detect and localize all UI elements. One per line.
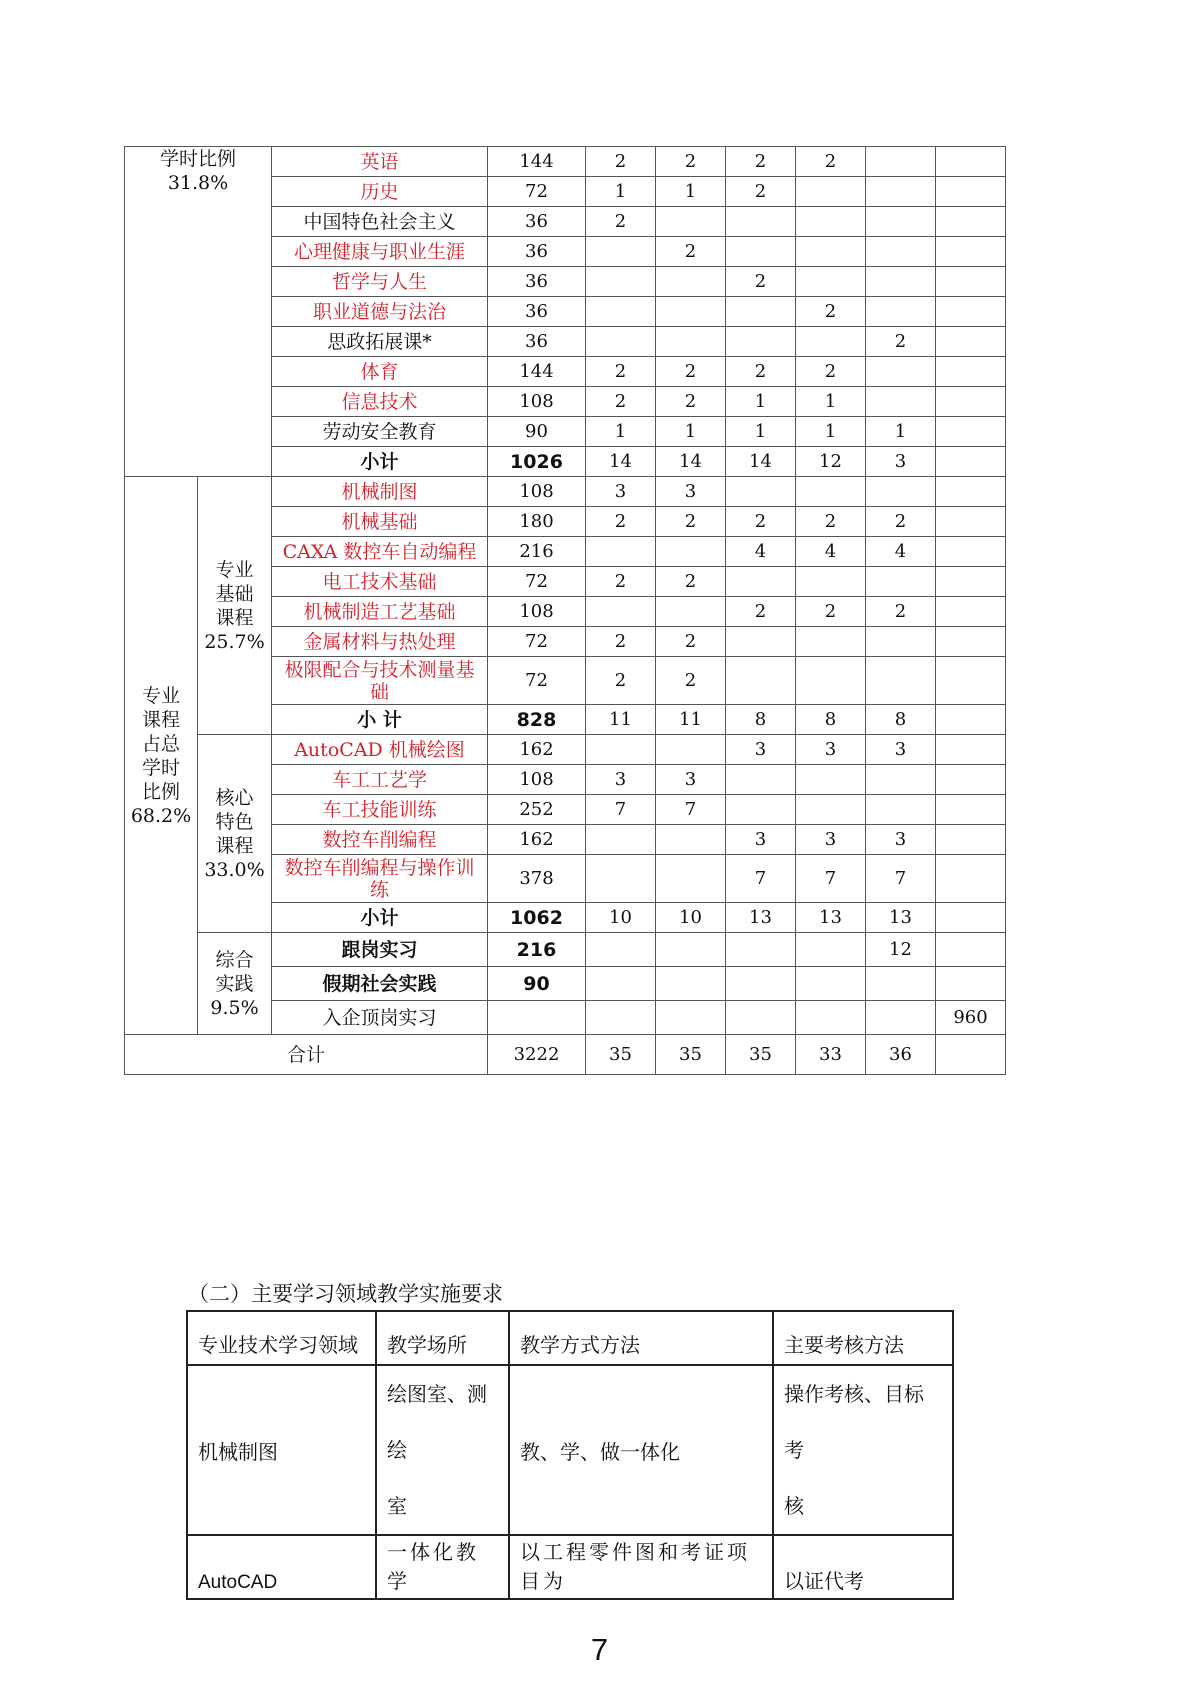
- hours-cell: 36: [488, 327, 586, 357]
- semester-hours-cell: [866, 657, 936, 705]
- semester-hours-cell: 3: [796, 825, 866, 855]
- course-name-cell: 小计: [272, 447, 488, 477]
- page-number: 7: [590, 1632, 609, 1667]
- semester-hours-cell: [866, 765, 936, 795]
- semester-hours-cell: 4: [866, 537, 936, 567]
- semester-hours-cell: [796, 177, 866, 207]
- course-name-cell: 小计: [272, 903, 488, 933]
- semester-hours-cell: 1: [796, 387, 866, 417]
- hours-cell: 36: [488, 297, 586, 327]
- course-name-cell: 历史: [272, 177, 488, 207]
- semester-hours-cell: [586, 327, 656, 357]
- semester-hours-cell: [866, 237, 936, 267]
- semester-hours-cell: [936, 477, 1006, 507]
- table-cell: 操作考核、目标考 核: [773, 1365, 953, 1535]
- semester-hours-cell: [936, 795, 1006, 825]
- semester-hours-cell: [796, 477, 866, 507]
- course-name-cell: 机械基础: [272, 507, 488, 537]
- table-row: [125, 147, 1006, 177]
- semester-hours-cell: [936, 207, 1006, 237]
- semester-hours-cell: [936, 567, 1006, 597]
- semester-hours-cell: [656, 933, 726, 967]
- hours-cell: 72: [488, 627, 586, 657]
- course-name-cell: 职业道德与法治: [272, 297, 488, 327]
- semester-hours-cell: 2: [866, 507, 936, 537]
- semester-hours-cell: 2: [586, 567, 656, 597]
- semester-hours-cell: [866, 627, 936, 657]
- hours-cell: 108: [488, 597, 586, 627]
- semester-hours-cell: [796, 627, 866, 657]
- semester-hours-cell: [936, 447, 1006, 477]
- course-name-cell: 入企顶岗实习: [272, 1001, 488, 1035]
- semester-hours-cell: 2: [796, 297, 866, 327]
- semester-hours-cell: [726, 765, 796, 795]
- group-cell: 综合 实践 9.5%: [198, 933, 272, 1035]
- group-cell: 核心 特色 课程 33.0%: [198, 735, 272, 933]
- table-row: [125, 735, 1006, 765]
- semester-hours-cell: 2: [656, 357, 726, 387]
- semester-hours-cell: [936, 627, 1006, 657]
- course-name-cell: 英语: [272, 147, 488, 177]
- semester-hours-cell: 1: [656, 177, 726, 207]
- semester-hours-cell: 1: [586, 177, 656, 207]
- semester-hours-cell: 960: [936, 1001, 1006, 1035]
- semester-hours-cell: [726, 477, 796, 507]
- semester-hours-cell: 2: [586, 627, 656, 657]
- semester-hours-cell: 2: [866, 327, 936, 357]
- course-name-cell: AutoCAD 机械绘图: [272, 735, 488, 765]
- hours-cell: 72: [488, 567, 586, 597]
- table-row: [125, 933, 1006, 967]
- hours-cell: 1026: [488, 447, 586, 477]
- semester-hours-cell: 35: [586, 1035, 656, 1075]
- hours-cell: 108: [488, 765, 586, 795]
- semester-hours-cell: 14: [656, 447, 726, 477]
- semester-hours-cell: 11: [586, 705, 656, 735]
- semester-hours-cell: 12: [796, 447, 866, 477]
- semester-hours-cell: [936, 357, 1006, 387]
- semester-hours-cell: [726, 207, 796, 237]
- hours-cell: 378: [488, 855, 586, 903]
- grand-total-row: [125, 1035, 1006, 1075]
- table-header-row: [187, 1311, 953, 1365]
- semester-hours-cell: 13: [866, 903, 936, 933]
- semester-hours-cell: [866, 297, 936, 327]
- semester-hours-cell: 2: [656, 657, 726, 705]
- semester-hours-cell: 8: [796, 705, 866, 735]
- course-name-cell: 数控车削编程: [272, 825, 488, 855]
- semester-hours-cell: 10: [586, 903, 656, 933]
- semester-hours-cell: [796, 327, 866, 357]
- hours-cell: 36: [488, 237, 586, 267]
- semester-hours-cell: 7: [586, 795, 656, 825]
- semester-hours-cell: [866, 147, 936, 177]
- table-cell: 机械制图: [187, 1365, 376, 1535]
- semester-hours-cell: [726, 657, 796, 705]
- semester-hours-cell: 10: [656, 903, 726, 933]
- column-header: 教学场所: [376, 1311, 509, 1365]
- semester-hours-cell: [586, 967, 656, 1001]
- semester-hours-cell: [726, 237, 796, 267]
- semester-hours-cell: 2: [796, 507, 866, 537]
- semester-hours-cell: 3: [586, 765, 656, 795]
- semester-hours-cell: 3: [866, 825, 936, 855]
- semester-hours-cell: 35: [726, 1035, 796, 1075]
- semester-hours-cell: [586, 735, 656, 765]
- semester-hours-cell: [586, 297, 656, 327]
- hours-cell: 144: [488, 147, 586, 177]
- semester-hours-cell: 2: [586, 507, 656, 537]
- semester-hours-cell: [656, 327, 726, 357]
- hours-cell: 180: [488, 507, 586, 537]
- semester-hours-cell: [936, 177, 1006, 207]
- semester-hours-cell: 3: [866, 447, 936, 477]
- semester-hours-cell: [866, 477, 936, 507]
- table-cell: 一体化教学: [376, 1535, 509, 1599]
- semester-hours-cell: 2: [726, 177, 796, 207]
- semester-hours-cell: [726, 967, 796, 1001]
- semester-hours-cell: 2: [796, 597, 866, 627]
- semester-hours-cell: [586, 237, 656, 267]
- semester-hours-cell: 11: [656, 705, 726, 735]
- hours-cell: 36: [488, 207, 586, 237]
- semester-hours-cell: 3: [866, 735, 936, 765]
- semester-hours-cell: [726, 795, 796, 825]
- semester-hours-cell: [936, 417, 1006, 447]
- semester-hours-cell: [866, 357, 936, 387]
- semester-hours-cell: [656, 537, 726, 567]
- semester-hours-cell: 7: [866, 855, 936, 903]
- course-name-cell: 金属材料与热处理: [272, 627, 488, 657]
- semester-hours-cell: [726, 627, 796, 657]
- semester-hours-cell: 2: [656, 387, 726, 417]
- hours-cell: 72: [488, 657, 586, 705]
- course-name-cell: 车工工艺学: [272, 765, 488, 795]
- semester-hours-cell: 2: [726, 507, 796, 537]
- column-header: 教学方式方法: [509, 1311, 773, 1365]
- semester-hours-cell: [586, 537, 656, 567]
- semester-hours-cell: [796, 567, 866, 597]
- semester-hours-cell: [936, 705, 1006, 735]
- course-name-cell: 机械制图: [272, 477, 488, 507]
- semester-hours-cell: [796, 967, 866, 1001]
- semester-hours-cell: [586, 1001, 656, 1035]
- course-name-cell: 信息技术: [272, 387, 488, 417]
- hours-cell: 162: [488, 825, 586, 855]
- table-row: [187, 1535, 953, 1599]
- semester-hours-cell: 35: [656, 1035, 726, 1075]
- column-header: 主要考核方法: [773, 1311, 953, 1365]
- category-cell: 学时比例 31.8%: [125, 147, 272, 477]
- semester-hours-cell: 2: [656, 567, 726, 597]
- semester-hours-cell: [866, 387, 936, 417]
- semester-hours-cell: 2: [586, 147, 656, 177]
- course-name-cell: 数控车削编程与操作训练: [272, 855, 488, 903]
- semester-hours-cell: [796, 237, 866, 267]
- course-name-cell: 心理健康与职业生涯: [272, 237, 488, 267]
- semester-hours-cell: 2: [586, 387, 656, 417]
- semester-hours-cell: [586, 597, 656, 627]
- semester-hours-cell: [936, 597, 1006, 627]
- semester-hours-cell: [656, 297, 726, 327]
- course-name-cell: 机械制造工艺基础: [272, 597, 488, 627]
- semester-hours-cell: 7: [796, 855, 866, 903]
- semester-hours-cell: [796, 1001, 866, 1035]
- teaching-requirements-table: [186, 1310, 954, 1600]
- semester-hours-cell: 13: [726, 903, 796, 933]
- semester-hours-cell: [936, 147, 1006, 177]
- category-cell: 专业 课程 占总 学时 比例 68.2%: [125, 477, 198, 1035]
- semester-hours-cell: 1: [586, 417, 656, 447]
- semester-hours-cell: [936, 855, 1006, 903]
- semester-hours-cell: 7: [656, 795, 726, 825]
- semester-hours-cell: 14: [586, 447, 656, 477]
- semester-hours-cell: [656, 1001, 726, 1035]
- semester-hours-cell: [586, 825, 656, 855]
- table-cell: AutoCAD: [187, 1535, 376, 1599]
- course-name-cell: 电工技术基础: [272, 567, 488, 597]
- semester-hours-cell: 1: [726, 387, 796, 417]
- hours-cell: [488, 1001, 586, 1035]
- semester-hours-cell: [866, 795, 936, 825]
- semester-hours-cell: [936, 387, 1006, 417]
- course-name-cell: 假期社会实践: [272, 967, 488, 1001]
- semester-hours-cell: [936, 327, 1006, 357]
- semester-hours-cell: 1: [796, 417, 866, 447]
- semester-hours-cell: 14: [726, 447, 796, 477]
- semester-hours-cell: 2: [586, 357, 656, 387]
- semester-hours-cell: 2: [586, 657, 656, 705]
- semester-hours-cell: 2: [726, 597, 796, 627]
- semester-hours-cell: [796, 657, 866, 705]
- semester-hours-cell: [936, 537, 1006, 567]
- semester-hours-cell: [936, 507, 1006, 537]
- semester-hours-cell: [936, 765, 1006, 795]
- semester-hours-cell: [656, 597, 726, 627]
- semester-hours-cell: 4: [796, 537, 866, 567]
- course-name-cell: 中国特色社会主义: [272, 207, 488, 237]
- semester-hours-cell: 2: [656, 627, 726, 657]
- hours-cell: 108: [488, 387, 586, 417]
- semester-hours-cell: 3: [796, 735, 866, 765]
- semester-hours-cell: 2: [656, 147, 726, 177]
- semester-hours-cell: 33: [796, 1035, 866, 1075]
- semester-hours-cell: [726, 933, 796, 967]
- semester-hours-cell: [866, 267, 936, 297]
- course-hours-table: [124, 146, 1006, 1075]
- semester-hours-cell: [656, 825, 726, 855]
- column-header: 专业技术学习领域: [187, 1311, 376, 1365]
- semester-hours-cell: 2: [866, 597, 936, 627]
- hours-cell: 144: [488, 357, 586, 387]
- semester-hours-cell: [726, 1001, 796, 1035]
- semester-hours-cell: [936, 967, 1006, 1001]
- semester-hours-cell: [936, 237, 1006, 267]
- semester-hours-cell: 7: [726, 855, 796, 903]
- semester-hours-cell: 8: [726, 705, 796, 735]
- semester-hours-cell: 2: [796, 357, 866, 387]
- semester-hours-cell: [726, 297, 796, 327]
- semester-hours-cell: [656, 855, 726, 903]
- hours-cell: 216: [488, 537, 586, 567]
- semester-hours-cell: 13: [796, 903, 866, 933]
- semester-hours-cell: 2: [726, 147, 796, 177]
- semester-hours-cell: 3: [586, 477, 656, 507]
- semester-hours-cell: 3: [726, 735, 796, 765]
- semester-hours-cell: 1: [656, 417, 726, 447]
- semester-hours-cell: 2: [796, 147, 866, 177]
- semester-hours-cell: [866, 1001, 936, 1035]
- semester-hours-cell: 1: [726, 417, 796, 447]
- semester-hours-cell: [936, 933, 1006, 967]
- semester-hours-cell: 2: [656, 237, 726, 267]
- semester-hours-cell: [656, 267, 726, 297]
- semester-hours-cell: [586, 933, 656, 967]
- semester-hours-cell: 2: [586, 207, 656, 237]
- semester-hours-cell: 2: [726, 267, 796, 297]
- semester-hours-cell: [656, 735, 726, 765]
- course-name-cell: 极限配合与技术测量基础: [272, 657, 488, 705]
- hours-cell: 252: [488, 795, 586, 825]
- hours-cell: 72: [488, 177, 586, 207]
- group-cell: 专业 基础 课程 25.7%: [198, 477, 272, 735]
- semester-hours-cell: [936, 657, 1006, 705]
- semester-hours-cell: [936, 903, 1006, 933]
- hours-cell: 216: [488, 933, 586, 967]
- hours-cell: 828: [488, 705, 586, 735]
- semester-hours-cell: [726, 567, 796, 597]
- semester-hours-cell: [866, 967, 936, 1001]
- course-name-cell: CAXA 数控车自动编程: [272, 537, 488, 567]
- semester-hours-cell: 3: [726, 825, 796, 855]
- hours-cell: 36: [488, 267, 586, 297]
- section-title: （二）主要学习领域教学实施要求: [188, 1282, 503, 1306]
- semester-hours-cell: 2: [726, 357, 796, 387]
- semester-hours-cell: [656, 967, 726, 1001]
- semester-hours-cell: [586, 267, 656, 297]
- hours-cell: 90: [488, 967, 586, 1001]
- semester-hours-cell: 3: [656, 765, 726, 795]
- semester-hours-cell: [796, 765, 866, 795]
- semester-hours-cell: [726, 327, 796, 357]
- semester-hours-cell: [866, 567, 936, 597]
- semester-hours-cell: [796, 795, 866, 825]
- course-name-cell: 体育: [272, 357, 488, 387]
- course-name-cell: 小 计: [272, 705, 488, 735]
- semester-hours-cell: 12: [866, 933, 936, 967]
- semester-hours-cell: [796, 933, 866, 967]
- semester-hours-cell: 36: [866, 1035, 936, 1075]
- table-cell: 教、学、做一体化: [509, 1365, 773, 1535]
- course-name-cell: 车工技能训练: [272, 795, 488, 825]
- semester-hours-cell: [936, 825, 1006, 855]
- semester-hours-cell: 8: [866, 705, 936, 735]
- hours-cell: 108: [488, 477, 586, 507]
- semester-hours-cell: [936, 735, 1006, 765]
- table-cell: 以证代考: [773, 1535, 953, 1599]
- course-name-cell: 思政拓展课*: [272, 327, 488, 357]
- semester-hours-cell: [936, 297, 1006, 327]
- table-row: [187, 1365, 953, 1535]
- semester-hours-cell: [586, 855, 656, 903]
- semester-hours-cell: 4: [726, 537, 796, 567]
- semester-hours-cell: [796, 207, 866, 237]
- course-name-cell: 哲学与人生: [272, 267, 488, 297]
- semester-hours-cell: [936, 1035, 1006, 1075]
- semester-hours-cell: 2: [656, 507, 726, 537]
- course-name-cell: 跟岗实习: [272, 933, 488, 967]
- semester-hours-cell: [796, 267, 866, 297]
- semester-hours-cell: 3: [656, 477, 726, 507]
- hours-cell: 3222: [488, 1035, 586, 1075]
- semester-hours-cell: 1: [866, 417, 936, 447]
- semester-hours-cell: [656, 207, 726, 237]
- semester-hours-cell: [866, 177, 936, 207]
- table-cell: 绘图室、测绘 室: [376, 1365, 509, 1535]
- hours-cell: 90: [488, 417, 586, 447]
- table-row: [125, 477, 1006, 507]
- course-name-cell: 合计: [125, 1035, 488, 1075]
- table-cell: 以工程零件图和考证项目为: [509, 1535, 773, 1599]
- hours-cell: 1062: [488, 903, 586, 933]
- semester-hours-cell: [936, 267, 1006, 297]
- semester-hours-cell: [866, 207, 936, 237]
- hours-cell: 162: [488, 735, 586, 765]
- course-name-cell: 劳动安全教育: [272, 417, 488, 447]
